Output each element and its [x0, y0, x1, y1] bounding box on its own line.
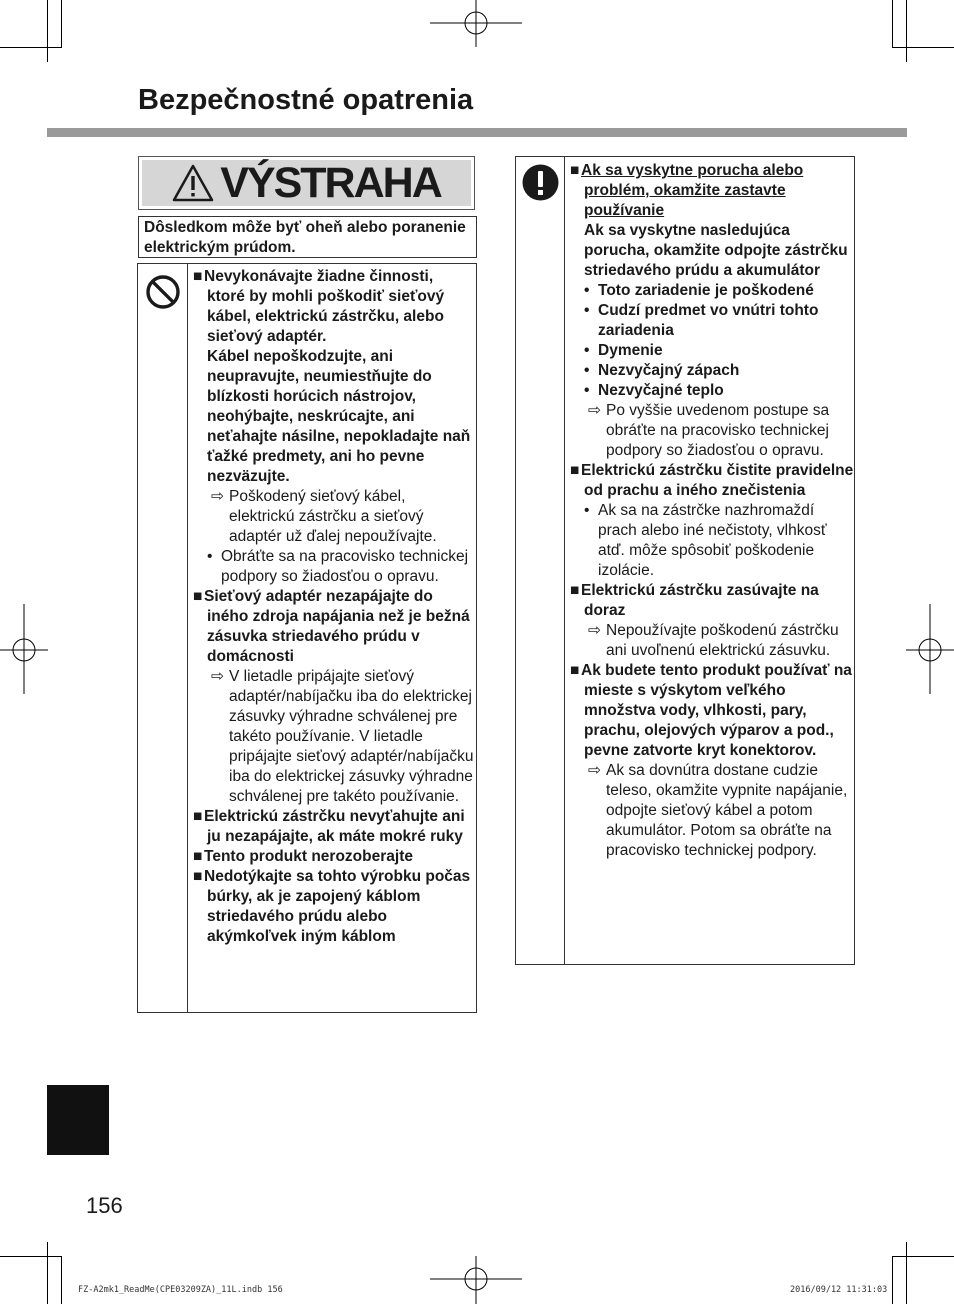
left-heading-4: ■ Tento produkt nerozoberajte — [193, 848, 413, 865]
left-content — [193, 267, 475, 947]
crop-mark — [61, 0, 62, 48]
crop-mark — [47, 1242, 48, 1304]
warning-header — [138, 156, 475, 210]
crop-mark — [47, 0, 48, 62]
left-note-2: ⇨ V lietadle pripájajte sieťový adaptér/nabíjačku iba do elektrickej zásuvky výhradne schválenej pre takéto používanie. V lietadle pripájajte sieťový adaptér/nabíjačku iba do elektrickej zásuvky výhradne schválenej pre takéto používanie. — [211, 668, 474, 805]
warning-label: VÝSTRAHA — [220, 158, 441, 207]
right-note-1: ⇨ Po vyššie uvedenom postupe sa obráťte na pracovisko technickej podpory so žiadosťou o opravu. — [588, 402, 830, 459]
right-bullet-3: • Dymenie — [584, 342, 663, 359]
right-warning-table — [515, 156, 855, 965]
left-heading-1: ■ Nevykonávajte žiadne činnosti, ktoré by mohli poškodiť sieťový kábel, elektrickú zástrčku, alebo sieťový adaptér. — [193, 268, 445, 345]
mandatory-action-icon — [522, 164, 559, 201]
registration-mark-left — [0, 604, 50, 694]
crop-mark — [892, 1256, 954, 1257]
registration-mark-bottom — [426, 1254, 526, 1304]
registration-mark-right — [904, 604, 954, 694]
right-bullet-6: • Ak sa na zástrčke nazhromaždí prach alebo iné nečistoty, vlhkosť atď. môže spôsobiť poškodenie izolácie. — [584, 502, 827, 579]
right-content — [570, 161, 854, 861]
crop-mark — [61, 1256, 62, 1304]
crop-mark — [906, 0, 907, 62]
right-bullet-1: • Toto zariadenie je poškodené — [584, 282, 814, 299]
right-heading-4: ■ Ak budete tento produkt používať na mieste s výskytom veľkého množstva vody, vlhkosti, pary, prachu, olejových výparov a pod., pevne zatvorte kryt konektorov. — [570, 662, 852, 759]
prohibition-icon — [145, 274, 181, 310]
left-note-1: ⇨ Poškodený sieťový kábel, elektrickú zástrčku a sieťový adaptér už ďalej nepoužívajte. — [211, 488, 437, 545]
right-bullet-2: • Cudzí predmet vo vnútri tohto zariadenia — [584, 302, 819, 339]
right-heading-2: ■ Elektrickú zástrčku čistite pravidelne od prachu a iného znečistenia — [570, 462, 854, 499]
right-note-3: ⇨ Ak sa dovnútra dostane cudzie teleso, okamžite vypnite napájanie, odpojte sieťový kábel a potom akumulátor. Potom sa obráťte na pracovisko technickej podpory. — [588, 762, 848, 859]
section-tab — [47, 1085, 109, 1155]
warning-triangle-icon — [172, 164, 214, 202]
right-bullet-5: • Nezvyčajné teplo — [584, 382, 724, 399]
footer-date: 2016/09/12 11:31:03 — [790, 1285, 888, 1295]
left-body-1: Kábel nepoškodzujte, ani neupravujte, neumiestňujte do blízkosti horúcich nástrojov, neohýbajte, neskrúcajte, ani neťahajte násilne, nepokladajte naň ťažké predmety, ani ho pevne nezväzujte. — [207, 348, 471, 485]
right-note-2: ⇨ Nepoužívajte poškodenú zástrčku ani uvoľnenú elektrickú zásuvku. — [588, 622, 839, 659]
crop-mark — [892, 1256, 893, 1304]
right-body-1: Ak sa vyskytne nasledujúca porucha, okamžite odpojte zástrčku striedavého prúdu a akumulátor — [584, 222, 848, 279]
page-number: 156 — [86, 1193, 123, 1218]
crop-mark — [892, 47, 954, 48]
crop-mark — [0, 1256, 62, 1257]
crop-mark — [906, 1242, 907, 1304]
right-heading-1: ■ Ak sa vyskytne porucha alebo problém, okamžite zastavte používanie — [570, 162, 804, 219]
crop-mark — [0, 47, 62, 48]
right-bullet-4: • Nezvyčajný zápach — [584, 362, 740, 379]
left-heading-5: ■ Nedotýkajte sa tohto výrobku počas búrky, ak je zapojený káblom striedavého prúdu alebo akýmkoľvek iným káblom — [193, 868, 471, 945]
left-heading-3: ■ Elektrickú zástrčku nevyťahujte ani ju nezapájajte, ak máte mokré ruky — [193, 808, 465, 845]
registration-mark-top — [426, 0, 526, 50]
crop-mark — [892, 0, 893, 48]
left-warning-table — [137, 263, 477, 1013]
left-heading-2: ■ Sieťový adaptér nezapájajte do iného zdroja napájania než je bežná zásuvka striedavého prúdu v domácnosti — [193, 588, 470, 665]
title-rule — [47, 128, 907, 137]
left-bullet-1: • Obráťte sa na pracovisko technickej podpory so žiadosťou o opravu. — [207, 548, 469, 585]
warning-consequence: Dôsledkom môže byť oheň alebo poranenie elektrickým prúdom. — [138, 216, 477, 258]
page-title: Bezpečnostné opatrenia — [138, 84, 474, 116]
footer-file: FZ-A2mk1_ReadMe(CPE03209ZA)_11L.indb 156 — [78, 1285, 283, 1295]
right-heading-3: ■ Elektrickú zástrčku zasúvajte na doraz — [570, 582, 819, 619]
